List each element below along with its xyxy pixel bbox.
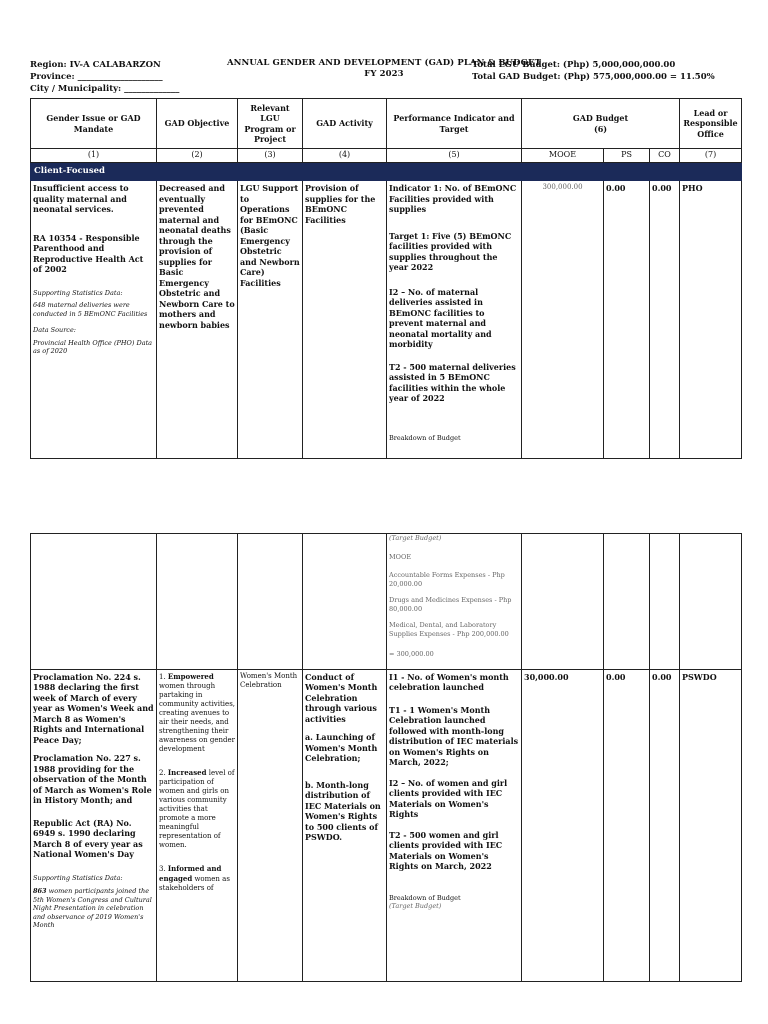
ra-mandate: RA 10354 - Responsible Parenthood and Reproductive Health Act of 2002 [33, 232, 144, 274]
col-number: (5) [387, 149, 522, 163]
mooe-label: MOOE [389, 552, 412, 561]
source-text: Provincial Health Office (PHO) Data as of 2020 [33, 338, 153, 355]
mandate-proclamation-227: Proclamation No. 227 s. 1988 providing for the observation of the Month of March as Women's Role in History Month; and [33, 753, 152, 805]
lgu-program-text: LGU Support to Operations for BEmONC (Basic Emergency Obstetric and Newborn Care) Facilities [238, 181, 303, 459]
total-gad-budget: Total GAD Budget: (Php) 575,000,000.00 = 11.50% [472, 72, 715, 82]
objective-3-keyword: Informed and engaged [159, 863, 222, 883]
col-number: (4) [303, 149, 387, 163]
budget-item: Accountable Forms Expenses - Php 20,000.00 [389, 571, 505, 588]
objective-1-text: women through partaking in community activities, creating avenues to air their needs, and strengthening their awareness on gender development [159, 681, 236, 753]
col-number: (2) [157, 149, 238, 163]
lead-office: PSWDO [680, 669, 742, 981]
source-label: Data Source: [33, 326, 76, 334]
budget-total: = 300,000.00 [389, 650, 434, 658]
lgu-program-text: Women's Month Celebration [238, 669, 303, 981]
objective-2-keyword: Increased [167, 767, 207, 777]
gender-issue-text: Insufficient access to quality maternal and neonatal services. [33, 183, 129, 214]
header-gad-activity: GAD Activity [303, 99, 387, 149]
activity-b: b. Month-long distribution of IEC Materials on Women's Rights to 500 clients of PSWDO. [305, 779, 381, 842]
breakdown-label: Breakdown of Budget [389, 433, 461, 442]
col-co: CO [650, 149, 680, 163]
header-gad-budget-number: (6) [593, 123, 608, 134]
header-gender-issue: Gender Issue or GAD Mandate [31, 99, 157, 149]
document-title: ANNUAL GENDER AND DEVELOPMENT (GAD) PLAN & BUDGET [226, 58, 541, 68]
stats-text: 863 women participants joined the 5th Women's Congress and Cultural Night Presentation in celebration and observance of 2019 Women's Month [33, 887, 152, 929]
table-row: Proclamation No. 224 s. 1988 declaring the first week of March of every year as Women's Week and March 8 as Women's Rights and International Peace Day; Proclamation No. 227 s. 1988 providing for the observation of the Month of March as Women's Role in History Month; and Republic Act (RA) No. 6949 s. 1990 declaring March 8 of every year as National Women's Day Supporting Statistics Data: 863 women participants joined the 5th Women's Congress and Cultural Night Presentation in celebration and observance of 2019 Women's Month 1. Empowered women through partaking in community activities, creating avenues to air their needs, and strengthening their awareness on gender development 2. Increased level of participation of women and girls on various community activities that promote a more meaningful representation of women. 3. Informed and engaged women as stakeholders of Women's Month Celebration Conduct of Women's Month Celebration through various activities a. Launching of Women's Month Celebration; b. Month-long distribution of IEC Materials on Women's Rights to 500 clients of PSWDO. I1 - No. of Women's month celebration launched T1 - 1 Women's Month Celebration launched followed with month-long distribution of IEC materials on Women's Rights on March, 2022; I2 – No. of women and girl clients provided with IEC Materials on Women's Rights T2 - 500 women and girl clients provided with IEC Materials on Women's Rights on March, 2022 Breakdown of Budget (Target Budget) 30,000.00 0.00 0.00 PSWDO [31, 669, 742, 981]
fiscal-year: FY 2023 [364, 69, 404, 79]
header-lead-office: Lead or Responsible Office [680, 99, 742, 149]
budget-item: Drugs and Medicines Expenses - Php 80,000.00 [389, 596, 512, 613]
target-1: Target 1: Five (5) BEmONC facilities provided with supplies throughout the year 2022 [389, 230, 512, 272]
ps-value: 0.00 [604, 669, 650, 981]
header-gad-budget [522, 99, 680, 149]
budget-item: Medical, Dental, and Laboratory Supplies Expenses - Php 200,000.00 [389, 621, 509, 638]
gad-plan-table-continued [30, 533, 742, 982]
activity-a: a. Launching of Women's Month Celebration; [305, 732, 378, 763]
header-performance-indicator: Performance Indicator and Target [387, 99, 522, 149]
co-value: 0.00 [650, 181, 680, 459]
header-lgu-program: Relevant LGU Program or Project [238, 99, 303, 149]
mandate-ra-6949: Republic Act (RA) No. 6949 s. 1990 declaring March 8 of every year as National Women's Day [33, 817, 143, 859]
header-gad-budget-label: GAD Budget [572, 113, 629, 123]
indicator-1: I1 - No. of Women's month celebration launched [389, 671, 509, 692]
total-lgu-budget: Total LGU Budget: (Php) 5,000,000,000.00 [472, 60, 676, 70]
stats-text: 648 maternal deliveries were conducted in 5 BEmONC Facilities [33, 301, 148, 318]
table-row [31, 534, 742, 670]
target-1: T1 - 1 Women's Month Celebration launched followed with month-long distribution of IEC materials on Women's Rights on March, 2022; [389, 704, 519, 767]
target-budget-label: (Target Budget) [389, 902, 442, 910]
stats-label: Supporting Statistics Data: [33, 873, 123, 882]
indicator-2: I2 – No. of women and girl clients provided with IEC Materials on Women's Rights [389, 777, 508, 819]
col-number: (3) [238, 149, 303, 163]
lead-office: PHO [680, 181, 742, 459]
mooe-value: 300,000.00 [522, 181, 604, 459]
region-label: Region: IV-A CALABARZON [30, 60, 161, 70]
target-2: T2 - 500 women and girl clients provided with IEC Materials on Women's Rights on March, 2022 [389, 829, 503, 871]
target-2: T2 - 500 maternal deliveries assisted in 5 BEmONC facilities within the whole year of 2022 [389, 361, 516, 403]
col-number: (1) [31, 149, 157, 163]
objective-3-text: women as stakeholders of [159, 874, 230, 892]
city-label: City / Municipality: _____________ [30, 84, 180, 94]
section-band: Client-Focused [31, 163, 742, 181]
ps-value: 0.00 [604, 181, 650, 459]
col-number: (7) [680, 149, 742, 163]
indicator-1: Indicator 1: No. of BEmONC Facilities provided with supplies [389, 183, 517, 214]
table-row [31, 181, 742, 459]
col-ps: PS [604, 149, 650, 163]
gad-plan-table [30, 98, 742, 459]
header-gad-objective: GAD Objective [157, 99, 238, 149]
indicator-2: I2 – No. of maternal deliveries assisted in BEmONC facilities to prevent maternal and neonatal mortality and morbidity [389, 286, 492, 349]
breakdown-label: Breakdown of Budget [389, 893, 461, 902]
gad-activity-text: Conduct of Women's Month Celebration through various activities [305, 671, 378, 724]
province-label: Province: ____________________ [30, 72, 163, 82]
co-value: 0.00 [650, 669, 680, 981]
mooe-value: 30,000.00 [522, 669, 604, 981]
objective-1-keyword: Empowered [167, 671, 214, 681]
target-budget-label: (Target Budget) [389, 534, 442, 542]
mandate-proclamation-224: Proclamation No. 224 s. 1988 declaring the first week of March of every year as Women's Week and March 8 as Women's Rights and International Peace Day; [33, 671, 154, 745]
gad-activity-text: Provision of supplies for the BEmONC Facilities [303, 181, 387, 459]
col-mooe: MOOE [522, 149, 604, 163]
gad-objective-text: Decreased and eventually prevented maternal and neonatal deaths through the provision of supplies for Basic Emergency Obstetric and Newborn Care to mothers and newborn babies [157, 181, 238, 459]
stats-number: 863 [33, 887, 47, 895]
objective-2-text: level of participation of women and girls on various community activities that promote a more meaningful representation of women. [159, 768, 235, 849]
stats-label: Supporting Statistics Data: [33, 288, 123, 297]
